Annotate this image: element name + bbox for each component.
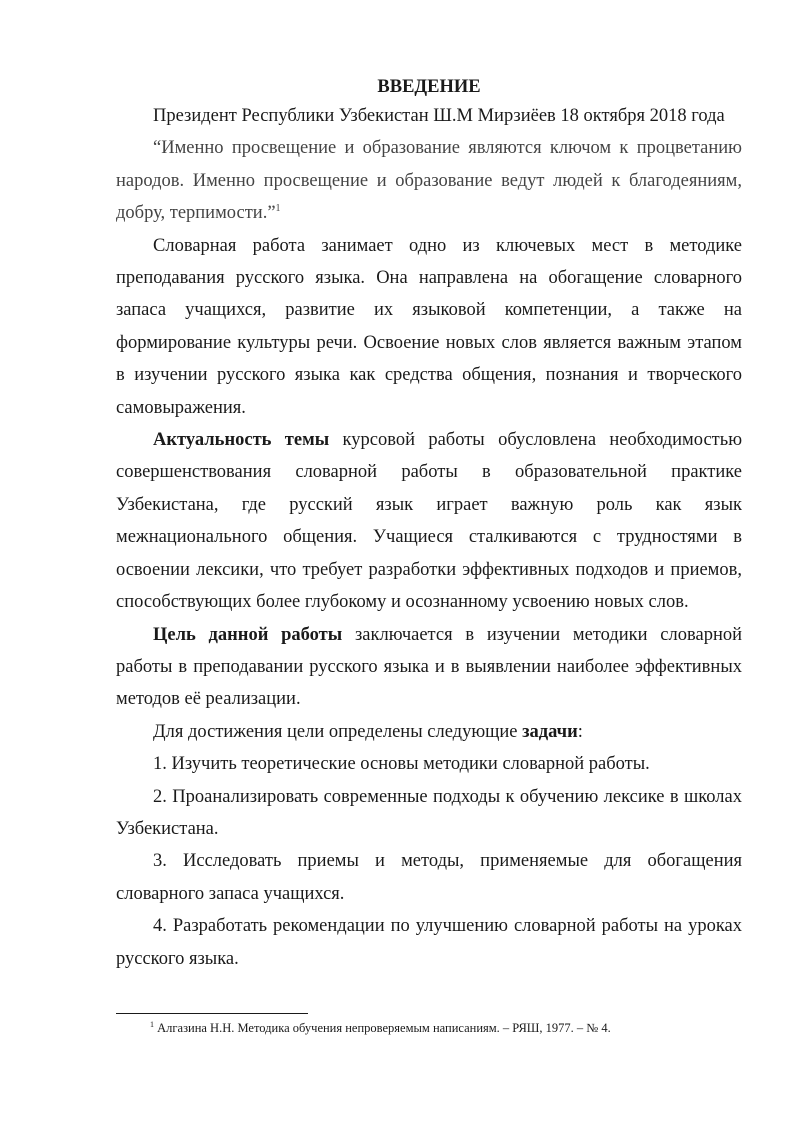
- tasks-label: задачи: [522, 721, 578, 742]
- footnote-reference[interactable]: 1: [275, 203, 281, 215]
- relevance-paragraph: [116, 424, 742, 618]
- relevance-text: курсовой работы обусловлена необходимостью совершенствования словарной работы в образовательной практике Узбекистана, где русский язык играет важную роль как язык межнационального общения. Учащиеся сталкиваются с трудностями в освоении лексики, что требует разработки эффективных подходов и приемов, способствующих более глубокому и осознанному усвоению новых слов.: [116, 430, 743, 613]
- quote-paragraph: [116, 132, 742, 229]
- attribution-paragraph: Президент Республики Узбекистан Ш.М Мирзиёев 18 октября 2018 года: [153, 106, 725, 126]
- goal-text: заключается в изучении методики словарной работы в преподавании русского языка и в выявлении наиболее эффективных методов её реализации.: [116, 624, 742, 710]
- goal-paragraph: [116, 619, 742, 716]
- list-item: 3. Исследовать приемы и методы, применяемые для обогащения словарного запаса учащихся.: [116, 851, 742, 904]
- relevance-label: Актуальность темы: [153, 430, 330, 451]
- page-title: ВВЕДЕНИЕ: [377, 77, 481, 97]
- document-body: [116, 76, 742, 975]
- list-item: 4. Разработать рекомендации по улучшению словарной работы на уроках русского языка.: [116, 916, 742, 969]
- tasks-colon: :: [577, 721, 583, 742]
- quote-text: “Именно просвещение и образование являются ключом к процветанию народов. Именно просвещение и образование ведут людей к благодеяниям, добру, терпимости.”: [116, 138, 742, 224]
- footnote-number: 1: [150, 1019, 154, 1029]
- footnote-divider: [116, 1013, 308, 1014]
- goal-label: Цель данной работы: [153, 624, 343, 645]
- footnote-text: Алгазина Н.Н. Методика обучения непроверяемым написаниям. – РЯШ, 1977. – № 4.: [154, 1021, 611, 1035]
- list-item: 2. Проанализировать современные подходы к обучению лексике в школах Узбекистана.: [116, 786, 742, 839]
- footnote: [150, 1020, 750, 1036]
- list-item: 1. Изучить теоретические основы методики словарной работы.: [153, 754, 650, 775]
- tasks-intro-text: Для достижения цели определены следующие: [153, 721, 523, 742]
- tasks-intro-paragraph: [116, 716, 742, 748]
- intro-paragraph: Словарная работа занимает одно из ключевых мест в методике преподавания русского языка. Она направлена на обогащение словарного запаса учащихся, развитие их языковой компетенции, а также на формирование культуры речи. Освоение новых слов является важным этапом в изучении русского языка как средства общения, познания и творческого самовыражения.: [116, 235, 742, 418]
